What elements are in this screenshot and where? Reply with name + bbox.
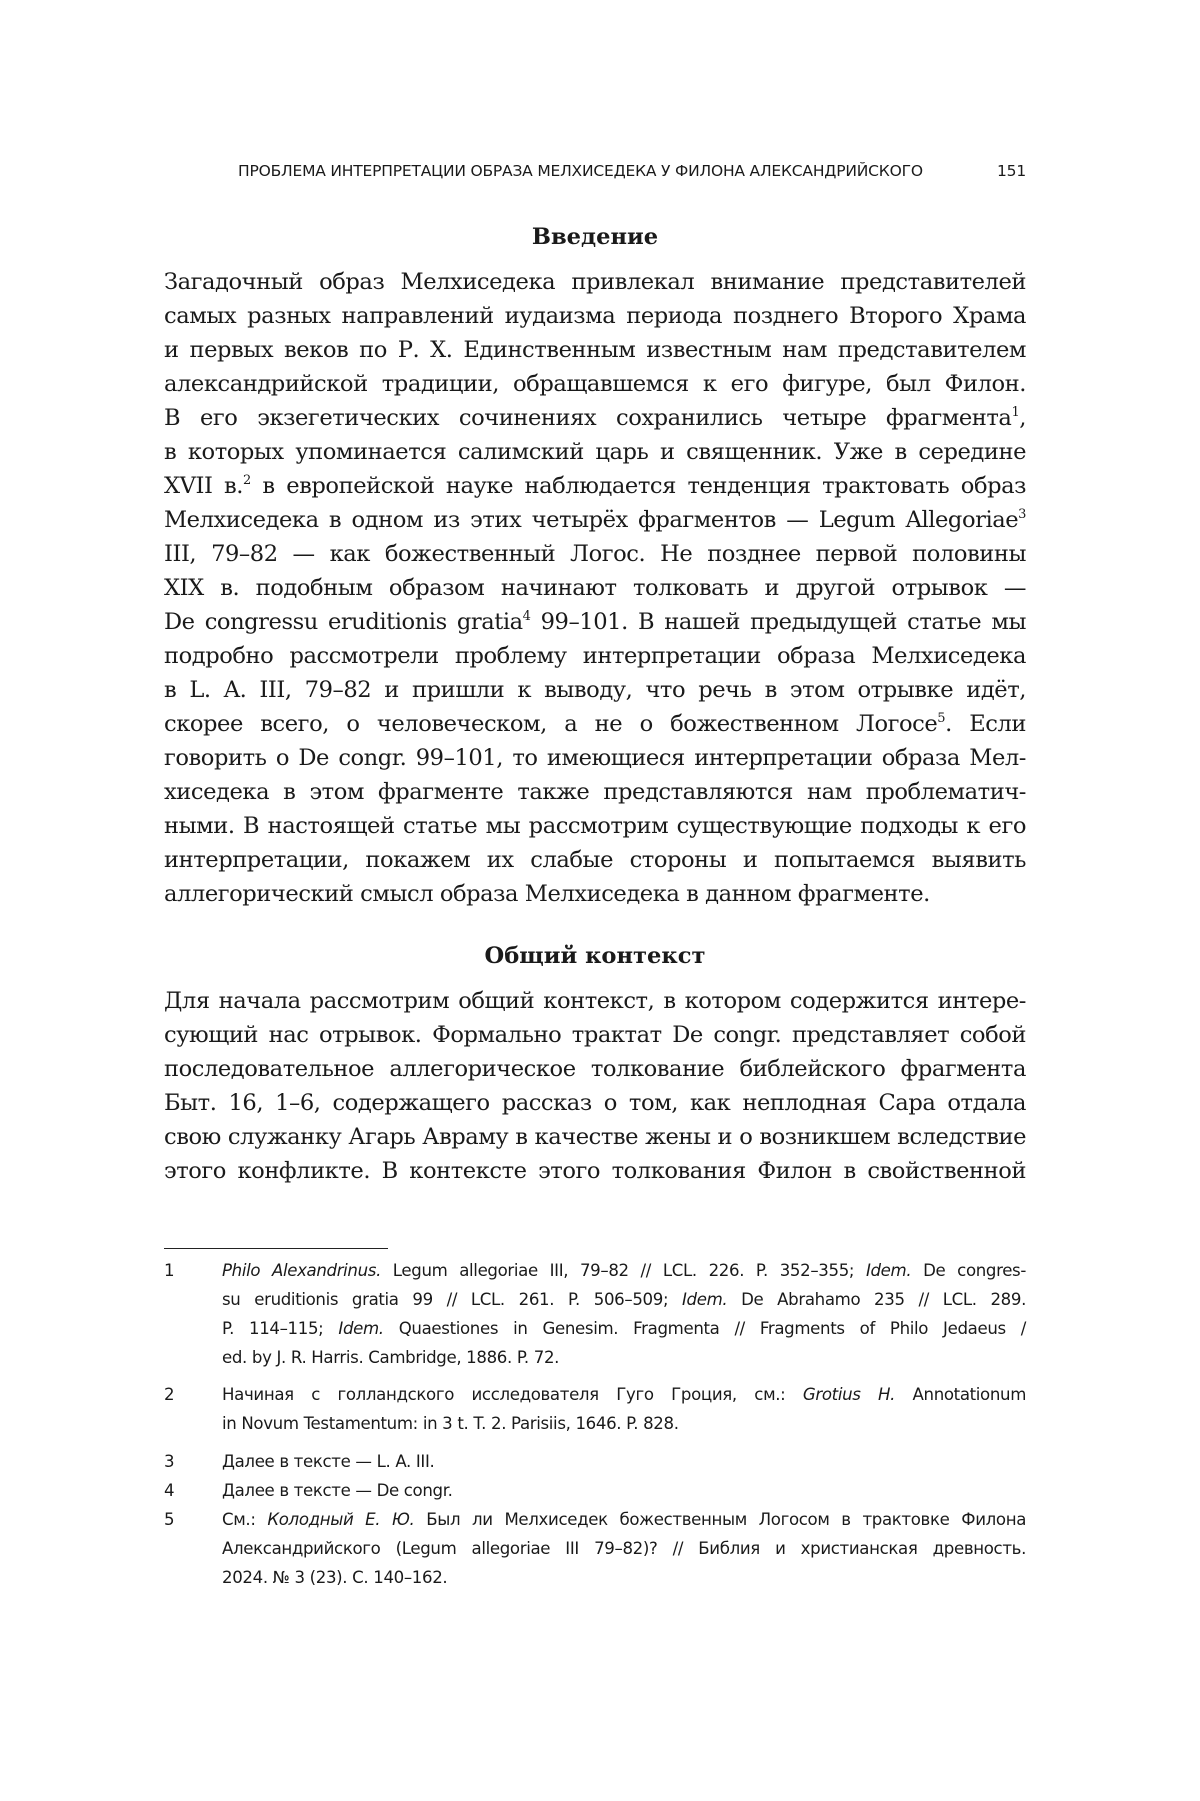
text-line: Быт. 16, 1–6, содержащего рассказ о том, как неплодная Сара отдала [164,1090,1026,1116]
text-line: самых разных направлений иудаизма периода позднего Второго Храма [164,303,1026,329]
footnote-ref[interactable]: 3 [1018,507,1026,522]
text-line: XVII в.$^2$ в европейской науке наблюдается тенденция трактовать образ [164,473,1026,499]
text-line: III, 79–82 — как божественный Логос. Не позднее первой половины [164,541,1026,567]
text-line: XIX в. подобным образом начинают толковать и другой отрывок — [164,575,1026,601]
text-line: говорить о De congr. 99–101, то имеющиеся интерпретации образа Мел- [164,745,1026,771]
footnote [164,1256,1026,1372]
footnote-ref[interactable]: 2 [243,473,251,488]
running-title: ПРОБЛЕМА ИНТЕРПРЕТАЦИИ ОБРАЗА МЕЛХИСЕДЕКА У ФИЛОНА АЛЕКСАНДРИЙСКОГО [238,162,923,180]
text-line: хиседека в этом фрагменте также представляются нам проблематич- [164,779,1026,805]
footnote-line: Далее в тексте — De congr. [222,1481,453,1500]
footnote-ref[interactable]: 5 [937,711,946,726]
text-line: в которых упоминается салимский царь и священник. Уже в середине [164,439,1026,465]
footnote-line: Александрийского (Legum allegoriae III 79–82)? // Библия и христианская древность. [222,1539,1026,1558]
footnote-line: in Novum Testamentum: in 3 t. T. 2. Parisiis, 1646. P. 828. [222,1414,679,1433]
introduction-paragraph [164,265,1026,911]
footnote-line: ed. by J. R. Harris. Cambridge, 1886. P. 72. [222,1348,560,1367]
footnote-number: 3 [164,1452,175,1471]
footnote-ref[interactable]: 1 [1011,405,1020,420]
footnote-line: См.: Колодный Е. Ю. Был ли Мелхиседек божественным Логосом в трактовке Филона [222,1510,1027,1529]
footnote-number: 4 [164,1481,175,1500]
footnote-ref[interactable]: 4 [522,609,531,624]
text-line: скорее всего, о человеческом, а не о божественном Логосе$^5$. Если [164,711,1026,737]
text-line: и первых веков по Р. Х. Единственным известным нам представителем [164,337,1026,363]
footnote [164,1447,1026,1476]
context-paragraph [164,984,1026,1188]
footnote-line: Начиная с голландского исследователя Гуго Гроция, см.: Grotius H. Annotationum [222,1385,1027,1404]
text-line: интерпретации, покажем их слабые стороны и попытаемся выявить [164,847,1026,873]
section-heading-introduction: Введение [531,224,659,250]
footnote-number: 1 [164,1261,175,1280]
running-header [238,162,1026,186]
text-line: Для начала рассмотрим общий контекст, в котором содержится интере- [164,988,1026,1014]
text-line: Мелхиседека в одном из этих четырёх фрагментов — Legum Allegoriae$^3$ [164,507,1026,533]
text-line: Загадочный образ Мелхиседека привлекал внимание представителей [164,269,1026,295]
text-line: сующий нас отрывок. Формально трактат De congr. представляет собой [164,1022,1026,1048]
text-line: аллегорический смысл образа Мелхиседека в данном фрагменте. [164,881,930,907]
footnote-line: P. 114–115; Idem. Quaestiones in Genesim. Fragmenta // Fragments of Philo Jedaeus / [222,1319,1027,1338]
footnote-number: 2 [164,1385,175,1404]
footnote [164,1505,1026,1592]
footnote-divider [164,1248,388,1249]
text-line: в L. A. III, 79–82 и пришли к выводу, что речь в этом отрывке идёт, [164,677,1026,703]
text-line: александрийской традиции, обращавшемся к его фигуре, был Филон. [164,371,1026,397]
footnote [164,1476,1026,1505]
text-line: этого конфликте. В контексте этого толкования Филон в свойственной [164,1158,1026,1184]
footnote-line: Далее в тексте — L. A. III. [222,1452,435,1471]
page-number: 151 [997,162,1026,180]
text-line: De congressu eruditionis gratia$^4$ 99–101. В нашей предыдущей статье мы [164,609,1026,635]
footnote-number: 5 [164,1510,175,1529]
footnote-line: 2024. № 3 (23). С. 140–162. [222,1568,448,1587]
text-line: В его экзегетических сочинениях сохранились четыре фрагмента$^1$, [164,405,1026,431]
text-line: ными. В настоящей статье мы рассмотрим существующие подходы к его [164,813,1026,839]
footnote [164,1380,1026,1438]
text-line: подробно рассмотрели проблему интерпретации образа Мелхиседека [164,643,1026,669]
footnote-line: su eruditionis gratia 99 // LCL. 261. P. 506–509; Idem. De Abrahamo 235 // LCL. 289. [222,1290,1027,1309]
section-heading-context: Общий контекст [484,943,706,969]
text-line: последовательное аллегорическое толкование библейского фрагмента [164,1056,1026,1082]
footnote-line: Philo Alexandrinus. Legum allegoriae III, 79–82 // LCL. 226. P. 352–355; Idem. De congres- [222,1261,1026,1280]
text-line: свою служанку Агарь Авраму в качестве жены и о возникшем вследствие [164,1124,1026,1150]
